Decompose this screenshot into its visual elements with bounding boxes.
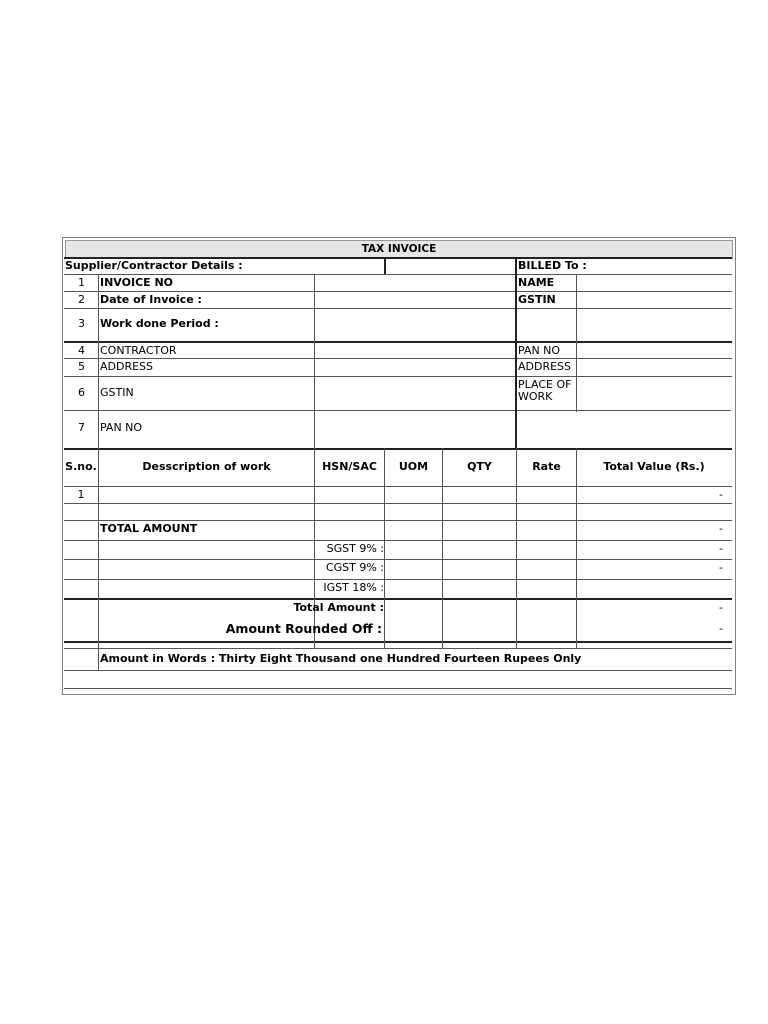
supplier-sno: 6 [78,386,85,399]
sgst-label: SGST 9% : [326,542,384,555]
col-qty: QTY [467,460,492,473]
supplier-sno: 2 [78,293,85,306]
billed-to-header: BILLED To : [518,259,587,272]
grand-total-value: - [719,601,723,614]
total-amount-value: - [719,522,723,535]
billed-address-label: ADDRESS [518,360,572,373]
sgst-value: - [719,542,723,555]
invoice-no-label: INVOICE NO [100,276,174,289]
amount-in-words: Amount in Words : Thirty Eight Thousand one Hundred Fourteen Rupees Only [100,652,582,665]
supplier-sno: 1 [78,276,85,289]
supplier-details-header: Supplier/Contractor Details : [65,259,243,272]
work-done-period-label: Work done Period : [100,317,219,330]
amount-rounded-off-value: - [719,622,723,635]
total-amount-label: TOTAL AMOUNT [100,522,198,535]
place-of-work-label: PLACE OF WORK [518,378,572,403]
amount-rounded-off-label: Amount Rounded Off : [225,621,382,636]
col-uom: UOM [398,460,429,473]
tax-invoice-sheet [62,237,736,695]
gstin-label: GSTIN [100,386,134,399]
date-of-invoice-label: Date of Invoice : [100,293,202,306]
supplier-sno: 3 [78,317,85,330]
supplier-sno: 7 [78,421,85,434]
cgst-label: CGST 9% : [325,561,384,574]
supplier-sno: 5 [78,360,85,373]
col-rate: Rate [532,460,561,473]
item-total-value: - [719,488,723,501]
col-total-value: Total Value (Rs.) [603,460,705,473]
col-hsn-sac: HSN/SAC [322,460,377,473]
billed-gstin-label: GSTIN [518,293,556,306]
cgst-value: - [719,561,723,574]
address-label: ADDRESS [100,360,154,373]
billed-name-label: NAME [518,276,555,289]
contractor-label: CONTRACTOR [100,344,177,357]
pan-no-label: PAN NO [100,421,143,434]
supplier-sno: 4 [78,344,85,357]
grand-total-label: Total Amount : [293,601,384,614]
item-sno: 1 [77,488,85,501]
col-sno: S.no. [65,460,97,473]
col-description: Desscription of work [142,460,271,473]
billed-pan-no-label: PAN NO [518,344,561,357]
invoice-title: TAX INVOICE [65,240,733,259]
igst-label: IGST 18% : [323,581,384,594]
